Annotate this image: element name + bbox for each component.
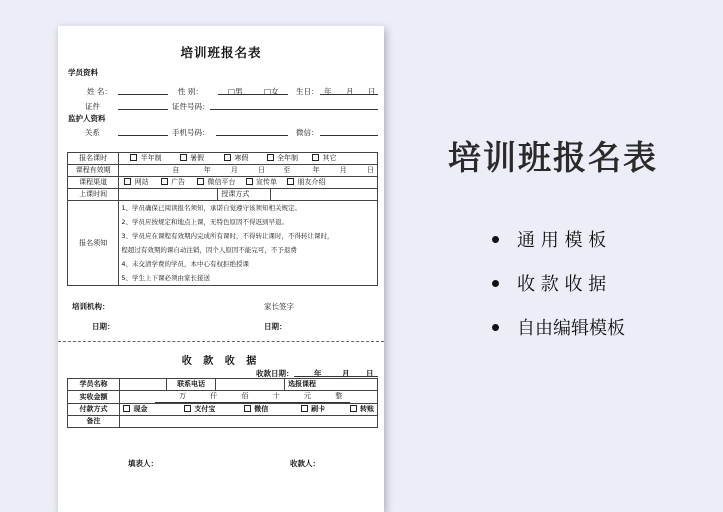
list-item	[492, 316, 625, 360]
channel-option: 宣传单	[256, 178, 277, 186]
filler-label: 填表人：	[128, 459, 158, 468]
female-option: □女	[264, 87, 279, 96]
notes-content	[119, 201, 378, 286]
validity-from: 自	[172, 166, 180, 174]
note-line: 5、学生上下课必须由家长接送	[121, 274, 210, 282]
table-row	[68, 391, 378, 404]
validity-year: 年	[203, 166, 211, 174]
birthday-year: 年	[324, 87, 332, 96]
note-line: 4、未交清学费的学员，本中心有权拒绝授课	[121, 260, 249, 268]
amount-unit: 元	[304, 392, 311, 400]
note-line: 3、学员应在课程有效期内完成所有课时，不得转让课时，不得转让课时，	[121, 232, 334, 240]
receipt-date-year: 年	[314, 369, 322, 378]
id-number-label: 证件号码：	[172, 102, 210, 111]
checkbox[interactable]	[267, 154, 274, 161]
cut-line	[58, 341, 384, 342]
validity-month: 月	[230, 166, 238, 174]
id-line	[118, 109, 168, 110]
teaching-method-value[interactable]	[271, 189, 378, 201]
mobile-label: 手机号码：	[172, 128, 210, 137]
list-item	[492, 272, 625, 316]
student-name-value[interactable]	[120, 379, 167, 391]
note-line: 1、学员确保已阅读报名须知，承诺自觉遵守该须知相关规定。	[121, 204, 301, 212]
enrollment-table	[67, 152, 378, 286]
note-line: 程超过有效期的课自动注销，因个人原因不能完可，不予退费	[121, 246, 297, 254]
gender-line	[218, 94, 288, 95]
validity-day: 日	[258, 166, 266, 174]
birthday-day: 日	[368, 87, 376, 96]
period-options	[119, 153, 378, 165]
payment-option: 支付宝	[194, 405, 216, 413]
side-title: 培训班报名表	[448, 138, 658, 177]
validity-value	[119, 165, 378, 177]
phone-label: 联系电话	[167, 379, 216, 391]
validity-month: 月	[339, 166, 347, 174]
phone-value[interactable]	[216, 379, 285, 391]
table-row	[68, 189, 378, 201]
checkbox[interactable]	[301, 405, 308, 412]
name-line	[118, 94, 168, 95]
checkbox[interactable]	[287, 178, 294, 185]
remark-label: 备注	[68, 416, 120, 428]
channel-option: 朋友介绍	[297, 178, 326, 186]
validity-year: 年	[312, 166, 320, 174]
note-line: 2、学员应按规定和地点上课，无特色原因不得迟到早退。	[121, 218, 288, 226]
receipt-title: 收 款 收 据	[181, 356, 261, 367]
payment-option: 刷卡	[311, 405, 326, 413]
list-item	[492, 228, 625, 272]
receipt-date-month: 月	[342, 369, 350, 378]
receipt-date-line	[294, 376, 378, 377]
payment-option: 微信	[254, 405, 269, 413]
parent-sign-label: 家长签字	[264, 302, 294, 311]
period-option: 寒假	[234, 154, 249, 162]
amount-unit: 整	[335, 392, 343, 400]
remark-value[interactable]	[120, 416, 378, 428]
org-label: 培训机构：	[72, 302, 110, 311]
checkbox[interactable]	[184, 405, 191, 412]
gender-label: 性 别：	[178, 87, 203, 96]
course-label: 选报课程	[285, 379, 378, 391]
payment-options	[120, 404, 378, 416]
channel-label: 课程渠道	[68, 177, 119, 189]
payment-label: 付款方式	[68, 404, 120, 416]
amount-unit: 万	[179, 392, 187, 400]
table-row	[68, 416, 378, 428]
student-section-label: 学员资料	[68, 68, 98, 77]
period-option: 全年制	[277, 154, 298, 162]
receipt-date-day: 日	[366, 369, 374, 378]
checkbox[interactable]	[197, 178, 204, 185]
wechat-label: 微信：	[296, 128, 319, 137]
checkbox[interactable]	[244, 405, 251, 412]
feature-text: 自由编辑模板	[517, 318, 625, 339]
checkbox[interactable]	[161, 178, 168, 185]
guardian-section-label: 监护人资料	[68, 114, 106, 123]
bullet-icon	[492, 324, 499, 331]
table-row	[68, 153, 378, 165]
validity-label: 课程有效期	[68, 165, 119, 177]
payment-option: 现金	[133, 405, 148, 413]
payee-label: 收款人：	[290, 459, 320, 468]
feature-text: 收 款 收 据	[517, 274, 607, 295]
relation-label: 关系	[85, 128, 100, 137]
checkbox[interactable]	[123, 405, 130, 412]
amount-unit: 十	[272, 392, 280, 400]
amount-label: 实收金额	[68, 391, 120, 404]
checkbox[interactable]	[312, 154, 319, 161]
relation-line	[118, 135, 168, 136]
receipt-date-label: 收款日期：	[256, 369, 294, 378]
form-title: 培训班报名表	[180, 45, 262, 60]
checkbox[interactable]	[124, 178, 131, 185]
bullet-icon	[492, 236, 499, 243]
table-row	[68, 201, 378, 286]
checkbox[interactable]	[180, 154, 187, 161]
class-time-value[interactable]	[119, 189, 218, 201]
name-label: 姓 名：	[87, 87, 112, 96]
amount-value[interactable]	[120, 391, 378, 404]
channel-option: 广告	[171, 178, 186, 186]
table-row	[68, 379, 378, 391]
period-label: 报名课时	[68, 153, 119, 165]
checkbox[interactable]	[130, 154, 137, 161]
receipt-table	[67, 378, 378, 428]
parent-date-label: 日期：	[264, 322, 287, 331]
payment-option: 转账	[360, 405, 374, 413]
mobile-line	[216, 135, 288, 136]
period-option: 其它	[322, 154, 337, 162]
amount-unit: 仟	[210, 392, 218, 400]
checkbox[interactable]	[350, 405, 357, 412]
birthday-line	[320, 94, 378, 95]
channel-option: 网站	[134, 178, 149, 186]
male-option: □男	[228, 87, 243, 96]
bullet-icon	[492, 280, 499, 287]
student-name-label: 学员名称	[68, 379, 120, 391]
notes-label: 报名须知	[68, 201, 119, 286]
teaching-method-label: 授课方式	[218, 189, 271, 201]
table-row	[68, 177, 378, 189]
checkbox[interactable]	[246, 178, 253, 185]
period-option: 暑假	[190, 154, 205, 162]
channel-options	[119, 177, 378, 189]
wechat-line	[320, 135, 378, 136]
table-row	[68, 165, 378, 177]
birthday-month: 月	[346, 87, 354, 96]
org-date-label: 日期：	[92, 322, 115, 331]
birthday-label: 生日：	[296, 87, 319, 96]
validity-to: 至	[283, 166, 291, 174]
feature-list	[492, 228, 625, 360]
period-option: 半年制	[140, 154, 162, 162]
amount-unit: 佰	[241, 392, 249, 400]
validity-day: 日	[367, 166, 374, 174]
id-number-line	[210, 109, 378, 110]
channel-option: 微信平台	[207, 178, 236, 186]
id-label: 证件	[85, 102, 100, 111]
feature-text: 通 用 模 板	[517, 230, 607, 251]
form-paper	[58, 26, 384, 512]
checkbox[interactable]	[224, 154, 231, 161]
class-time-label: 上课时间	[68, 189, 119, 201]
table-row	[68, 404, 378, 416]
